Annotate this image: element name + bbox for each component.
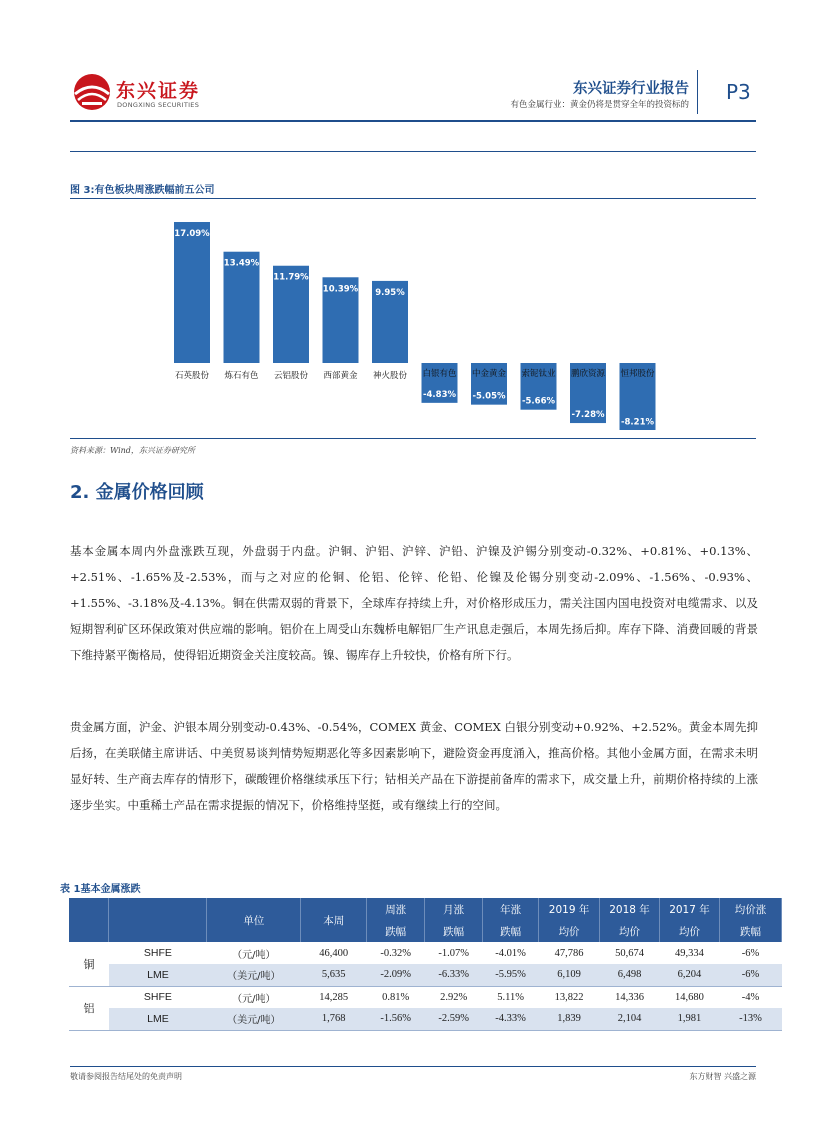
header-unit: 单位 [207,898,301,942]
footer-slogan: 东方财智 兴盛之源 [689,1072,756,1081]
logo-subtext: DONGXING SECURITIES [117,101,200,109]
category-label-3: 西部黄金 [323,371,358,381]
header-avg-2017-2: 均价 [660,920,720,942]
table-row [69,942,782,964]
avg-2017: 49,334 [675,947,704,959]
figure-title-rule [70,198,756,199]
avg-2017: 6,204 [660,964,720,986]
bar-0 [174,222,210,363]
header-rule [70,120,756,122]
yearly-chg: -5.95% [483,964,539,986]
category-label-7: 索铌钛业 [521,369,556,379]
category-label-4: 神火股份 [372,371,408,381]
footer-disclaimer: 敬请参阅报告结尾处的免责声明 [70,1072,182,1081]
week-price: 46,400 [319,947,349,959]
header-monthly-chg-2: 跌幅 [425,920,483,942]
category-label-6: 中金黄金 [471,369,507,379]
table-row [69,986,782,1008]
bar-chart [150,210,670,430]
data-label-6: -5.05% [472,391,506,402]
avg-2018: 2,104 [600,1008,660,1030]
category-label-0: 石英股份 [174,371,210,381]
company-logo-icon [70,72,114,112]
table-row [69,964,782,986]
category-label-8: 鹏欣资源 [570,369,606,379]
report-subtitle: 有色金属行业：黄金仍将是贯穿全年的投资标的 [510,100,689,110]
monthly-chg: -2.59% [425,1008,483,1030]
paragraph-base-metals: 基本金属本周内外盘涨跌互现，外盘弱于内盘。沪铜、沪铝、沪锌、沪铅、沪镍及沪锡分别变动-0.32%、+0.81%、+0.13%、+2.51%、-1.65%及-2.53%，而与之对应的伦铜、伦铝、伦锌、伦铅、伦镍及伦锡分别变动-2.09%、-1.56%、-0.93%、+1.55%、-3.18%及-4.13%。铜在供需双弱的背景下，全球库存持续上升，对价格形成压力，需关注国内国电投资对电缆需求、以及短期智利矿区环保政策对供应端的影响。铝价在上周受山东魏桥电解铝厂生产讯息走强后，本周先扬后抑。库存下降、消费回暖的背景下维持紧平衡格局，使得铝近期资金关注度较高。镍、锡库存上升较快，价格有所下行。 [70,544,758,662]
category-label-1: 炼石有色 [224,371,259,381]
avg-2017: 14,680 [675,991,704,1003]
avg-chg: -4% [741,991,760,1003]
header-avg-2018: 2018 年 [600,898,660,920]
report-title: 东兴证券行业报告 [573,81,689,97]
header-avg-2018-2: 均价 [600,920,660,942]
data-label-4: 9.95% [375,287,405,298]
header-yearly-chg: 年涨 [483,898,539,920]
data-label-1: 13.49% [223,258,260,269]
figure-source: 资料来源：Wind，东兴证券研究所 [70,446,195,455]
header-metal [69,898,109,942]
data-label-8: -7.28% [571,410,605,421]
avg-2017: 1,981 [660,1008,720,1030]
footer-rule [70,1066,756,1067]
week-price: 5,635 [301,964,367,986]
weekly-chg: -0.32% [380,947,411,959]
header-monthly-chg: 月涨 [425,898,483,920]
metal-name: 铝 [69,986,109,1030]
table-row [69,1008,782,1030]
data-label-0: 17.09% [174,229,210,240]
monthly-chg: -1.07% [438,947,469,959]
figure-bottom-rule [70,438,756,439]
table-title: 表 1基本金属涨跌 [60,884,141,895]
monthly-chg: 2.92% [440,991,468,1003]
header-weekly-chg-2: 跌幅 [367,920,425,942]
yearly-chg: 5.11% [497,991,524,1003]
data-label-9: -8.21% [620,417,655,428]
avg-2018: 6,498 [600,964,660,986]
header-weekly-chg: 周涨 [367,898,425,920]
avg-2019: 13,822 [554,991,584,1003]
unit: （元/吨） [232,949,276,961]
market: LME [109,1008,207,1030]
category-label-5: 白银有色 [422,369,457,379]
header-market [109,898,207,942]
page-number: P3 [726,80,751,104]
week-price: 1,768 [301,1008,367,1030]
header-avg-2019: 2019 年 [539,898,600,920]
monthly-chg: -6.33% [425,964,483,986]
header-avg-chg-2: 跌幅 [719,920,781,942]
header-week: 本周 [301,898,367,942]
yearly-chg: -4.01% [495,947,526,959]
yearly-chg: -4.33% [483,1008,539,1030]
header-yearly-chg-2: 跌幅 [483,920,539,942]
avg-chg: -13% [719,1008,781,1030]
weekly-chg: -2.09% [367,964,425,986]
category-label-2: 云铝股份 [273,371,309,381]
avg-2018: 50,674 [615,947,644,959]
market: LME [109,964,207,986]
metals-table [69,898,782,1031]
category-label-9: 恒邦股份 [620,369,655,379]
figure-title: 图 3:有色板块周涨跌幅前五公司 [70,185,215,196]
data-label-2: 11.79% [273,272,309,283]
week-price: 14,285 [319,991,349,1003]
unit: （美元/吨） [207,1008,301,1030]
weekly-chg: 0.81% [382,991,410,1003]
unit: （元/吨） [232,993,276,1005]
avg-chg: -6% [741,947,760,959]
unit: （美元/吨） [207,964,301,986]
market: SHFE [143,991,172,1004]
data-label-3: 10.39% [322,284,359,295]
section-title: 2. 金属价格回顾 [70,482,204,503]
header-avg-2019-2: 均价 [539,920,600,942]
avg-2019: 1,839 [539,1008,600,1030]
market: SHFE [143,947,172,959]
data-label-5: -4.83% [422,389,457,400]
weekly-chg: -1.56% [367,1008,425,1030]
header-avg-2017: 2017 年 [660,898,720,920]
table-header-row-1 [69,898,782,920]
paragraph-precious-metals: 贵金属方面，沪金、沪银本周分别变动-0.43%、-0.54%，COMEX 黄金、COMEX 白银分别变动+0.92%、+2.52%。黄金本周先抑后扬，在美联储主席讲话、中美贸易谈判情势短期恶化等多因素影响下，避险资金再度涌入，推高价格。其他小金属方面，在需求未明显好转、生产商去库存的情形下，碳酸锂价格继续承压下行；钴相关产品在下游提前备库的需求下，成交量上升，前期价格持续的上涨逐步坐实。中重稀土产品在需求提振的情况下，价格维持坚挺，或有继续上行的空间。 [70,720,758,812]
avg-2019: 47,786 [554,947,584,959]
metal-name: 铜 [69,942,109,986]
header-avg-chg: 均价涨 [719,898,781,920]
header-divider [697,70,698,114]
logo-text: 东兴证券 [116,80,201,102]
figure-top-rule [70,151,756,152]
avg-chg: -6% [719,964,781,986]
avg-2019: 6,109 [539,964,600,986]
avg-2018: 14,336 [615,991,644,1003]
data-label-7: -5.66% [521,396,556,407]
